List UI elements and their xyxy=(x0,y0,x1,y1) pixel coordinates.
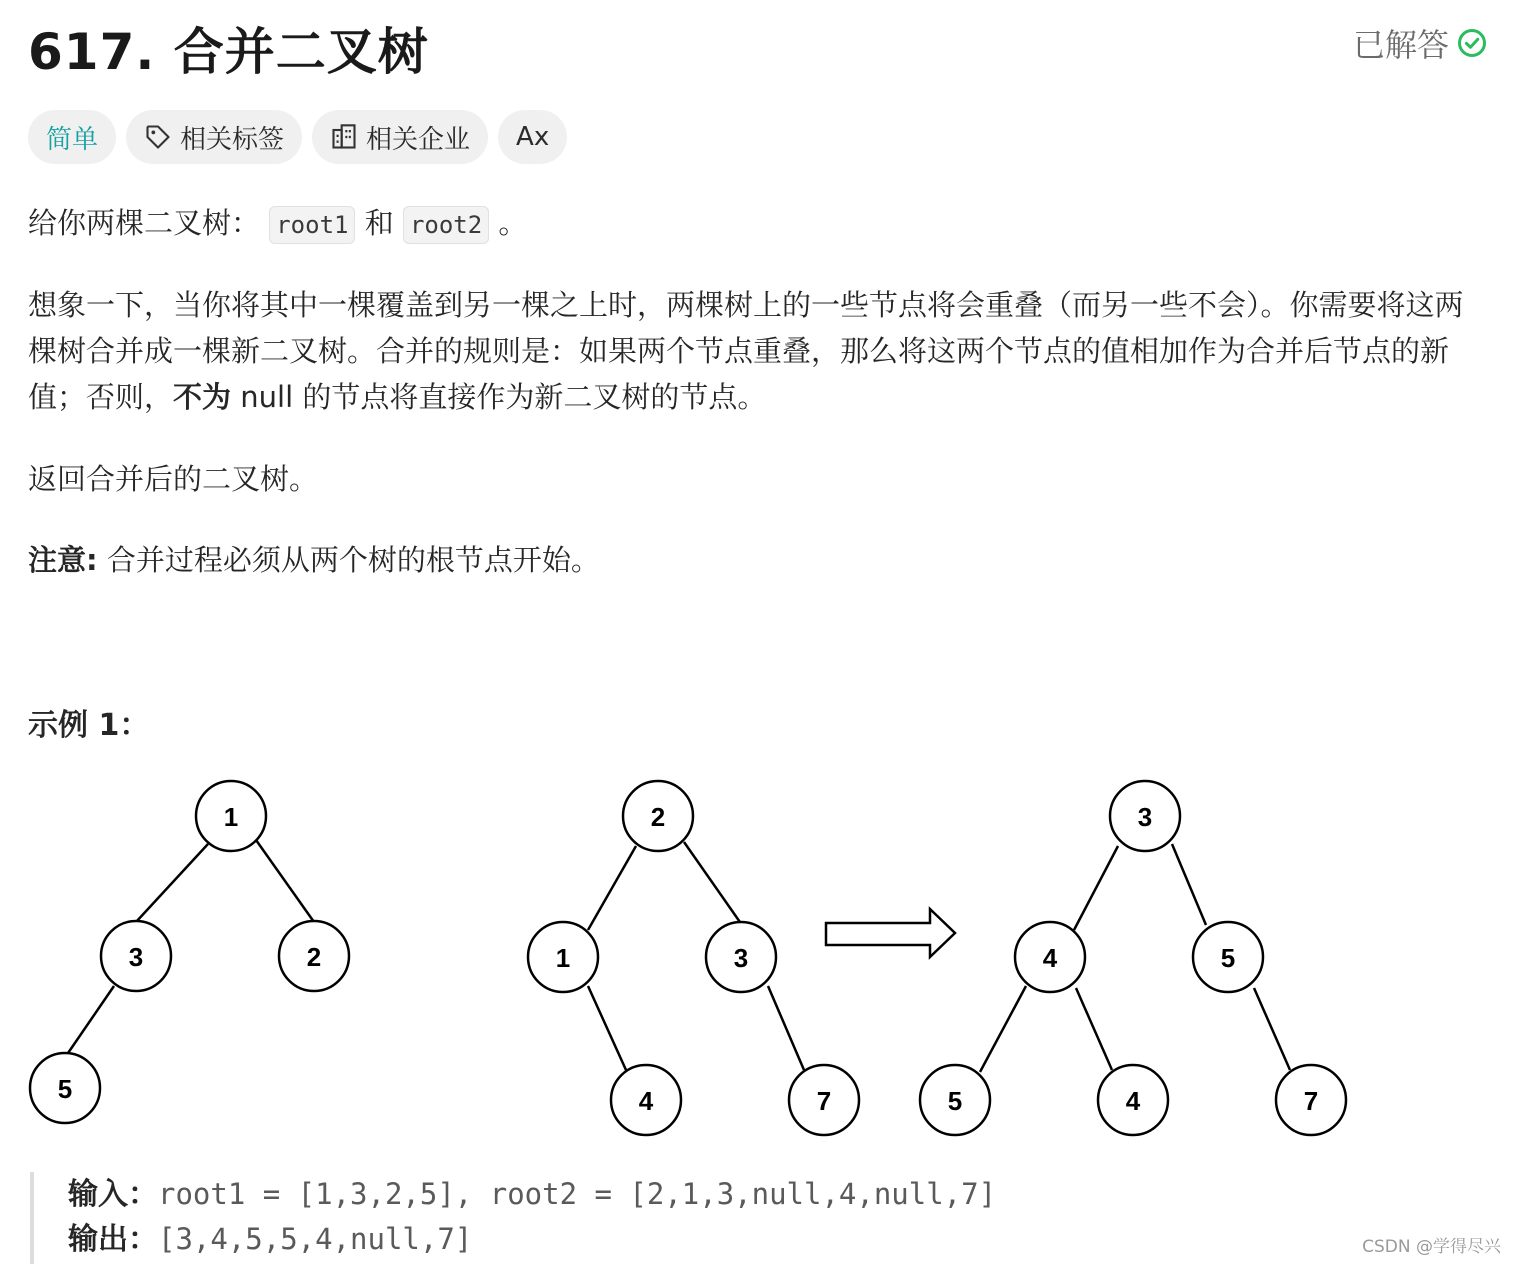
tree2-node-label: 1 xyxy=(555,943,571,973)
problem-title: 617. 合并二叉树 xyxy=(28,23,429,81)
merged-node-label: 3 xyxy=(1137,802,1153,832)
note-paragraph xyxy=(28,537,1481,583)
related-tags-button[interactable] xyxy=(126,110,302,164)
merged-node-label: 5 xyxy=(947,1086,963,1116)
example-title: 示例 1： xyxy=(28,708,150,743)
p2-part1: 想象一下，当你将其中一棵覆盖到另一棵之上时，两棵树上的一些节点将会重叠（而另一些不会）。你需要将这两棵树合并成一棵新二叉树。合并的规则是：如果两个节点重叠，那么将这两个节点的值相加作为合并后节点的新值；否则， xyxy=(28,288,1464,414)
tree2-node-label: 2 xyxy=(650,802,666,832)
tree2-node-label: 3 xyxy=(733,943,749,973)
tree1-node-label: 3 xyxy=(128,942,144,972)
related-tags-label: 相关标签 xyxy=(180,124,285,155)
merged-node-label: 4 xyxy=(1042,943,1058,973)
p2-part2: null 的节点将直接作为新二叉树的节点。 xyxy=(231,380,767,414)
related-companies-label: 相关企业 xyxy=(366,124,471,155)
example-input-line xyxy=(68,1172,1168,1217)
p1-mid: 和 xyxy=(364,206,394,240)
example-io-block xyxy=(30,1172,1168,1264)
input-value: root1 = [1,3,2,5], root2 = [2,1,3,null,4,null,7] xyxy=(158,1177,997,1211)
merged-node-label: 7 xyxy=(1303,1086,1319,1116)
description-paragraph-1 xyxy=(28,200,1481,248)
tag-bar xyxy=(28,110,567,164)
description-paragraph-2 xyxy=(28,282,1481,420)
output-label: 输出： xyxy=(68,1222,158,1257)
translate-icon: Ax xyxy=(516,122,550,152)
example-diagram xyxy=(0,770,1400,1160)
tree1-node-label: 5 xyxy=(57,1074,73,1104)
merged-node-label: 4 xyxy=(1125,1086,1141,1116)
tag-icon xyxy=(144,123,172,151)
p1-suffix: 。 xyxy=(498,206,528,240)
note-text: 合并过程必须从两个树的根节点开始。 xyxy=(97,543,600,577)
code-root2: root2 xyxy=(403,206,489,244)
code-root1: root1 xyxy=(269,206,355,244)
merged-node-label: 5 xyxy=(1220,943,1236,973)
watermark: CSDN @学得尽兴 xyxy=(1362,1237,1501,1257)
description-paragraph-3: 返回合并后的二叉树。 xyxy=(28,462,319,496)
building-icon xyxy=(330,123,358,151)
output-value: [3,4,5,5,4,null,7] xyxy=(158,1222,473,1256)
related-companies-button[interactable] xyxy=(312,110,488,164)
note-label: 注意: xyxy=(28,543,98,577)
difficulty-badge[interactable] xyxy=(28,110,116,164)
example-output-line xyxy=(68,1217,1168,1262)
tree2-node-label: 7 xyxy=(816,1086,832,1116)
difficulty-label: 简单 xyxy=(46,124,99,155)
p2-bold: 不为 xyxy=(173,380,232,414)
check-circle-icon xyxy=(1457,28,1487,58)
tree2-node-label: 4 xyxy=(638,1086,654,1116)
arrow-right-icon xyxy=(826,909,955,957)
solved-status xyxy=(1353,20,1487,66)
solved-label: 已解答 xyxy=(1352,26,1449,64)
tree1-node-label: 1 xyxy=(223,802,239,832)
translate-button[interactable] xyxy=(498,110,567,164)
p1-prefix: 给你两棵二叉树： xyxy=(28,206,261,240)
input-label: 输入： xyxy=(68,1177,158,1212)
tree1-node-label: 2 xyxy=(306,942,322,972)
